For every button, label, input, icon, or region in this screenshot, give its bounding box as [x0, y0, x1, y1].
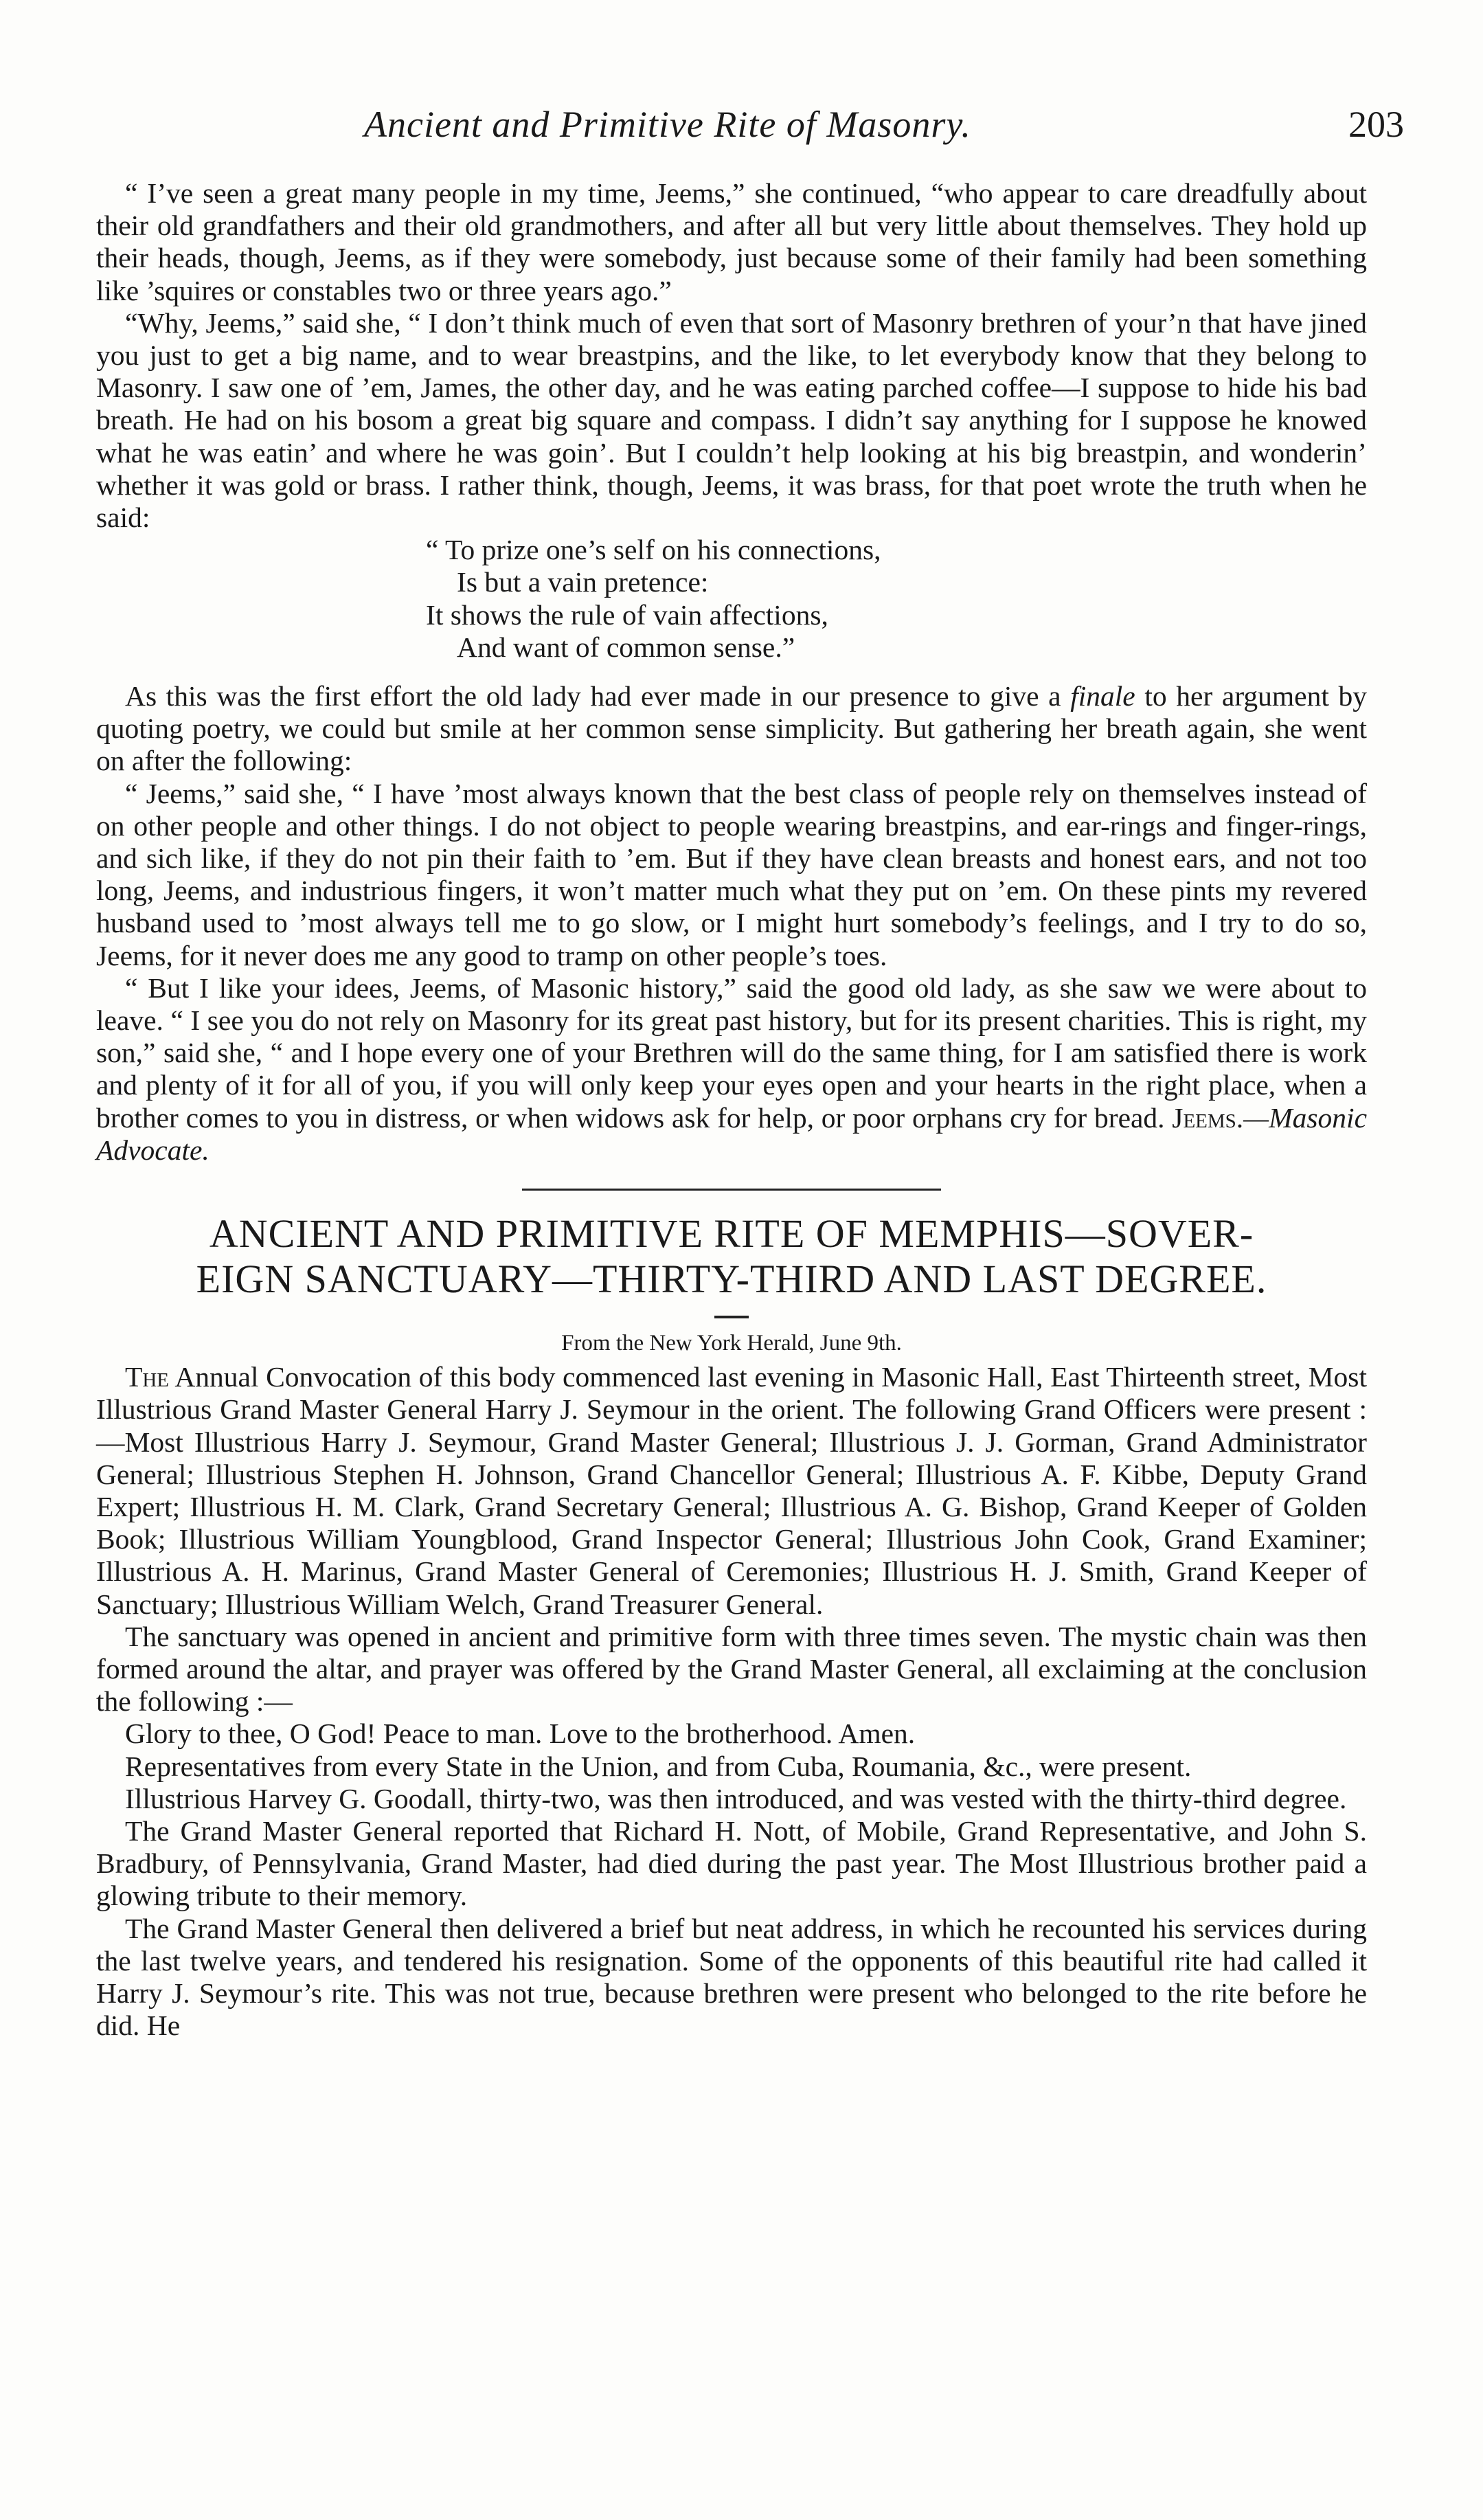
poem-line: It shows the rule of vain affections,	[426, 598, 828, 631]
signature: Jeems.	[1172, 1101, 1244, 1134]
title-line: ANCIENT AND PRIMITIVE RITE OF MEMPHIS—SOVER-	[209, 1211, 1254, 1257]
article-title	[96, 1211, 1367, 1302]
paragraph: Glory to thee, O God! Peace to man. Love to the brotherhood. Amen.	[125, 1718, 916, 1750]
paragraph: “Why, Jeems,” said she, “ I don’t think much of even that sort of Masonry brethren of your’n that have jined you just to get a big name, and to wear breastpins, and the like, to let everybody know that they belong to Masonry. I saw one of ’em, James, the other day, and he was eating parched coffee—I suppose to hide his bad breath. He had on his bosom a great big square and compass. I didn’t say anything for I suppose he knowed what he was eatin’ and where he was goin’. But I couldn’t help looking at his big breastpin, and wonderin’ whether it was gold or brass. I rather think, though, Jeems, it was brass, for that poet wrote the truth when he said:	[96, 306, 1367, 534]
page-number: 203	[1348, 104, 1404, 145]
title-line: EIGN SANCTUARY—THIRTY-THIRD AND LAST DEGREE.	[196, 1257, 1267, 1302]
paragraph: The sanctuary was opened in ancient and primitive form with three times seven. The mystic chain was then formed around the altar, and prayer was offered by the Grand Master General, all exclaiming at the conclusion the following :—	[96, 1620, 1367, 1718]
paragraph	[96, 680, 1367, 778]
running-title: Ancient and Primitive Rite of Masonry.	[364, 104, 971, 145]
paragraph: Illustrious Harvey G. Goodall, thirty-two, was then introduced, and was vested with the thirty-third degree.	[125, 1782, 1347, 1814]
text-run: Annual Convocation of this body commenced last evening in Masonic Hall, East Thirteenth street, Most Illustrious Grand Master General Harry J. Seymour in the orient. The following Grand Officers were present :—Most Illustrious Harry J. Seymour, Grand Master General; Illustrious J. J. Gorman, Grand Administrator General; Illustrious Stephen H. Johnson, Grand Chancellor General; Illustrious A. F. Kibbe, Deputy Grand Expert; Illustrious H. M. Clark, Grand Secretary General; Illustrious A. G. Bishop, Grand Keeper of Golden Book; Illustrious William Youngblood, Grand Inspector General; Illustrious John Cook, Grand Examiner; Illustrious A. H. Marinus, Grand Master General of Ceremonies; Illustrious H. J. Smith, Grand Keeper of Sanctuary; Illustrious William Welch, Grand Treasurer General.	[96, 1361, 1367, 1620]
page-header	[137, 103, 1404, 151]
source-credit: —Masonic Advocate.	[96, 1101, 1367, 1166]
page-body	[96, 177, 1367, 2042]
article-source: From the New York Herald, June 9th.	[561, 1331, 902, 1356]
poem-quote	[426, 534, 1367, 664]
text-run: to her argument by quoting poetry, we could but smile at her common sense simplicity. But gathering her breath again, she went on after the following:	[96, 680, 1367, 777]
paragraph: Representatives from every State in the Union, and from Cuba, Roumania, &c., were present.	[125, 1750, 1192, 1782]
poem-line: Is but a vain pretence:	[457, 566, 709, 598]
paragraph	[96, 1361, 1367, 1621]
poem-line: And want of common sense.”	[457, 631, 795, 663]
paragraph: “ I’ve seen a great many people in my time, Jeems,” she continued, “who appear to care dreadfully about their old grandfathers and their old grandmothers, and after all but very little about themselves. They hold up their heads, though, Jeems, as if they were somebody, just because some of their family had been something like ’squires or constables two or three years ago.”	[96, 177, 1367, 306]
paragraph: “ Jeems,” said she, “ I have ’most always known that the best class of people rely on themselves instead of on other people and other things. I do not object to people wearing breastpins, and ear-rings and finger-rings, and sich like, if they do not pin their faith to ’em. But if they have clean breasts and honest ears, and not too long, Jeems, and industrious fingers, it won’t matter much what they put on ’em. On these pints my revered husband used to ’most always tell me to go slow, or I might hurt somebody’s feelings, and I try to do so, Jeems, for it never does me any good to tramp on other people’s toes.	[96, 777, 1367, 971]
text-run: “ But I like your idees, Jeems, of Masonic history,” said the good old lady, as she saw we were about to leave. “ I see you do not rely on Masonry for its great past history, but for its present charities. This is right, my son,” said she, “ and I hope every one of your Brethren will do the same thing, for I am satisfied there is work and plenty of it for all of you, if you will only keep your eyes open and your hearts in the right place, when a brother comes to you in distress, or when widows ask for help, or poor orphans cry for bread.	[96, 971, 1367, 1134]
poem-line: “ To prize one’s self on his connections,	[426, 534, 881, 566]
text-run: As this was the first effort the old lady had ever made in our presence to give a	[125, 680, 1071, 712]
paragraph: The Grand Master General then delivered a brief but neat address, in which he recounted his services during the last twelve years, and tendered his resignation. Some of the opponents of this beautiful rite had called it Harry J. Seymour’s rite. This was not true, because brethren were present who belonged to the rite before he did. He	[96, 1912, 1367, 2042]
paragraph: The Grand Master General reported that Richard H. Nott, of Mobile, Grand Representative, and John S. Bradbury, of Pennsylvania, Grand Master, had died during the past year. The Most Illustrious brother paid a glowing tribute to their memory.	[96, 1814, 1367, 1912]
section-divider	[522, 1189, 941, 1191]
title-divider	[714, 1316, 749, 1318]
paragraph	[96, 972, 1367, 1167]
italic-word: finale	[1070, 680, 1135, 712]
first-word: The	[125, 1361, 170, 1393]
